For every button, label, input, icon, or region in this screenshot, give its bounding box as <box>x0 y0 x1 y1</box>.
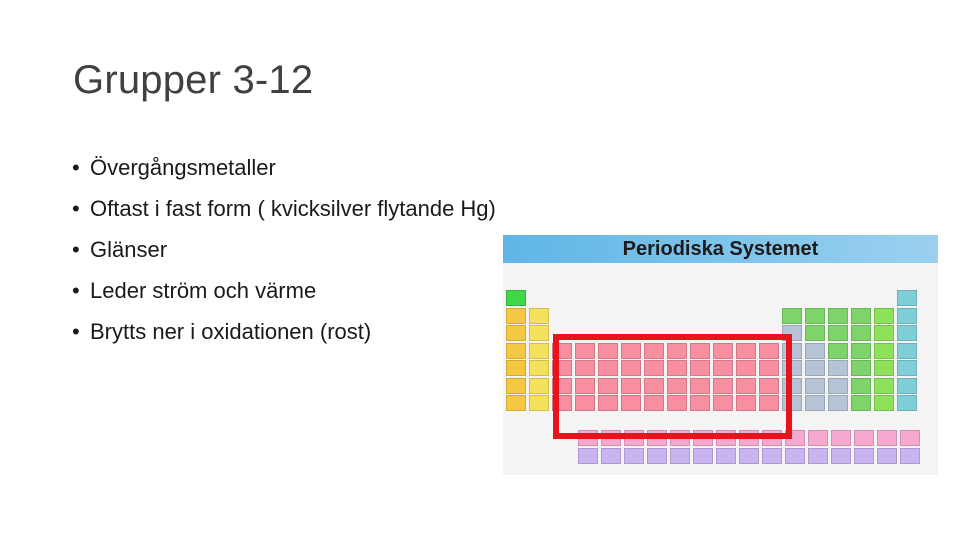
bullet-text: Glänser <box>90 237 168 262</box>
bullet-text: Brytts ner i oxidationen (rost) <box>90 319 372 344</box>
element-cell <box>851 395 871 411</box>
element-cell <box>897 343 917 359</box>
element-cell <box>831 448 851 464</box>
element-cell <box>624 448 644 464</box>
element-cell <box>828 378 848 394</box>
element-cell <box>851 343 871 359</box>
element-cell <box>897 378 917 394</box>
element-cell <box>900 448 920 464</box>
element-cell <box>601 448 621 464</box>
element-cell <box>529 378 549 394</box>
element-cell <box>900 430 920 446</box>
element-cell <box>851 360 871 376</box>
transition-metals-highlight <box>553 334 792 439</box>
element-cell <box>851 325 871 341</box>
element-cell <box>782 308 802 324</box>
element-cell <box>805 378 825 394</box>
element-cell <box>877 448 897 464</box>
element-cell <box>578 448 598 464</box>
element-cell <box>874 308 894 324</box>
bullet-text: Oftast i fast form ( kvicksilver flytande Hg) <box>90 196 496 221</box>
element-cell <box>854 430 874 446</box>
element-cell <box>506 395 526 411</box>
element-cell <box>831 430 851 446</box>
element-cell <box>805 343 825 359</box>
element-cell <box>785 448 805 464</box>
bullet-text: Övergångsmetaller <box>90 155 276 180</box>
element-cell <box>762 448 782 464</box>
element-cell <box>828 325 848 341</box>
element-cell <box>897 308 917 324</box>
element-cell <box>693 448 713 464</box>
bullet-item: • Oftast i fast form ( kvicksilver flytande Hg) <box>72 196 496 221</box>
element-cell <box>716 448 736 464</box>
element-cell <box>828 343 848 359</box>
element-cell <box>506 290 526 306</box>
element-cell <box>805 395 825 411</box>
element-cell <box>828 308 848 324</box>
element-cell <box>897 290 917 306</box>
element-cell <box>851 378 871 394</box>
bullet-text: Leder ström och värme <box>90 278 317 303</box>
element-cell <box>828 360 848 376</box>
element-cell <box>874 378 894 394</box>
element-cell <box>897 325 917 341</box>
element-cell <box>506 308 526 324</box>
element-cell <box>897 395 917 411</box>
element-cell <box>897 360 917 376</box>
element-cell <box>874 395 894 411</box>
element-cell <box>529 343 549 359</box>
element-cell <box>529 308 549 324</box>
element-cell <box>874 343 894 359</box>
element-cell <box>529 360 549 376</box>
element-cell <box>874 360 894 376</box>
slide-title: Grupper 3-12 <box>73 58 314 102</box>
element-cell <box>805 325 825 341</box>
bullet-item: • Övergångsmetaller <box>72 155 276 180</box>
element-cell <box>670 448 690 464</box>
bullet-item: • Leder ström och värme <box>72 278 317 303</box>
element-cell <box>805 308 825 324</box>
periodic-table-title: Periodiska Systemet <box>622 238 819 260</box>
element-cell <box>739 448 759 464</box>
element-cell <box>506 343 526 359</box>
element-cell <box>506 378 526 394</box>
element-cell <box>506 360 526 376</box>
element-cell <box>808 448 828 464</box>
element-cell <box>828 395 848 411</box>
periodic-table-banner <box>503 235 938 263</box>
bullet-item: • Brytts ner i oxidationen (rost) <box>72 319 372 344</box>
element-cell <box>805 360 825 376</box>
element-cell <box>874 325 894 341</box>
element-cell <box>529 395 549 411</box>
element-cell <box>851 308 871 324</box>
element-cell <box>854 448 874 464</box>
element-cell <box>506 325 526 341</box>
bullet-item: • Glänser <box>72 237 168 262</box>
element-cell <box>877 430 897 446</box>
element-cell <box>647 448 667 464</box>
element-cell <box>529 325 549 341</box>
element-cell <box>808 430 828 446</box>
